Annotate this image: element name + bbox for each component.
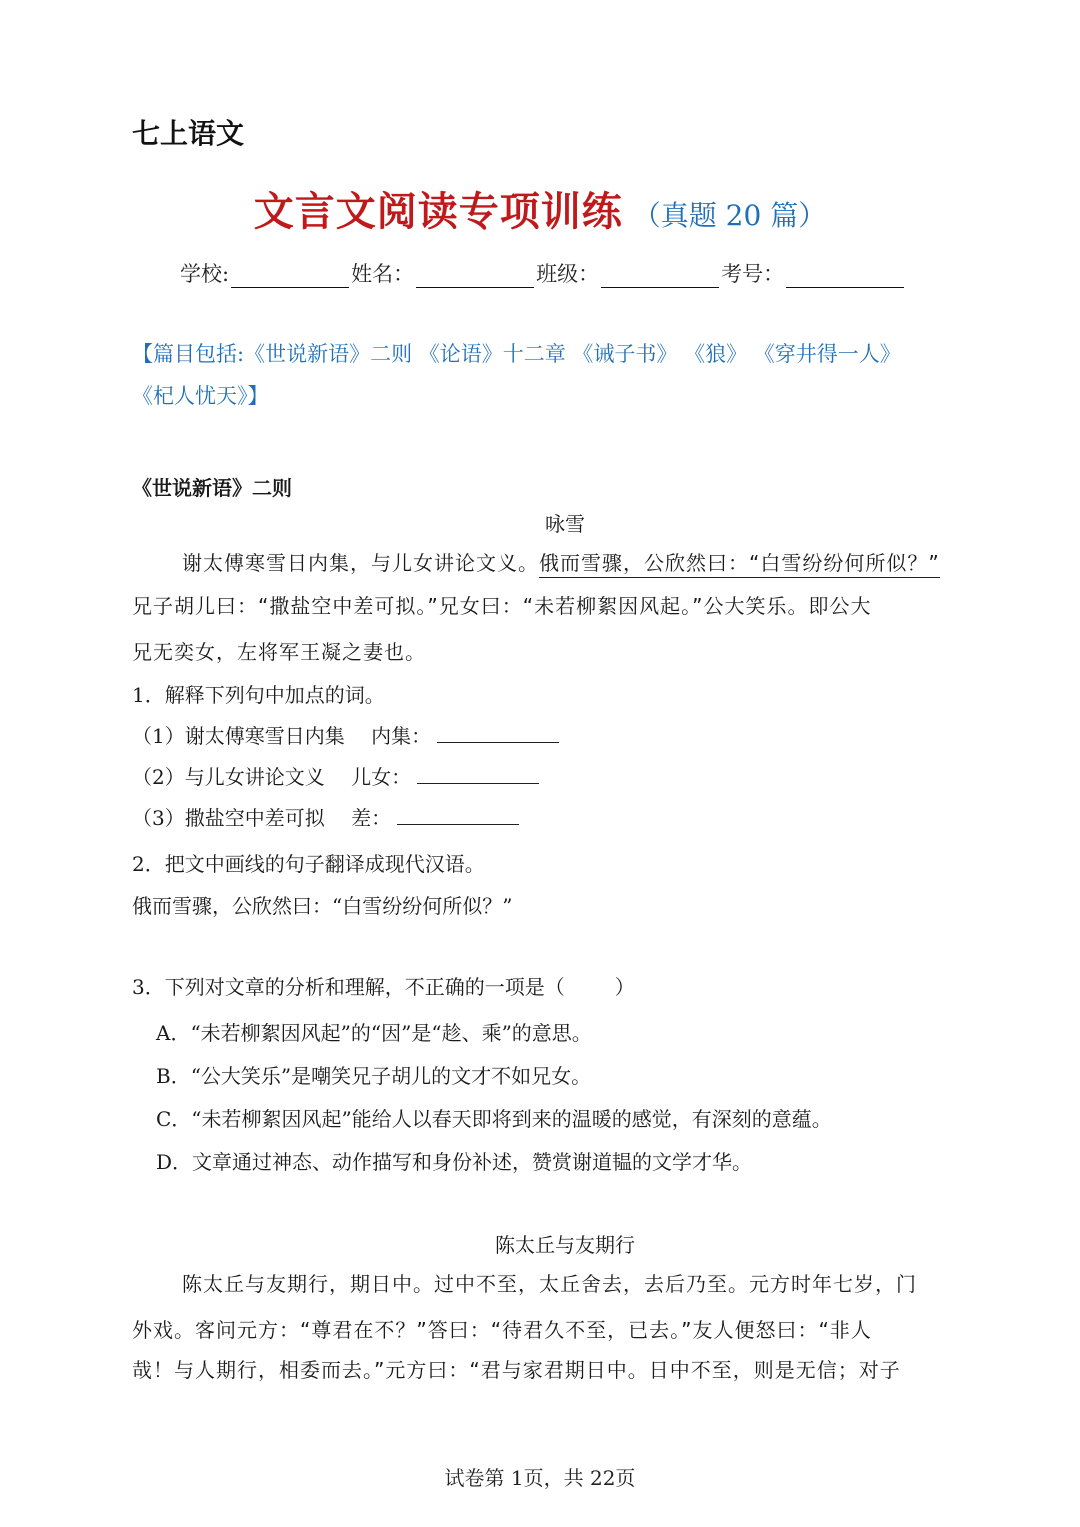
name-label: 姓名： [351, 262, 415, 286]
question-1-3 [132, 802, 519, 831]
passage-title-chentaiqiu: 陈太丘与友期行 [495, 1233, 635, 1257]
option-a: A．“未若柳絮因风起”的“因”是“趁、乘”的意思。 [156, 1021, 592, 1045]
name-field[interactable] [416, 265, 534, 288]
subject-label: 七上语文 [132, 117, 245, 150]
passage2-line-2: 外戏。客问元方：“尊君在不？”答曰：“待君久不至，已去。”友人便怒曰：“非人 [132, 1318, 872, 1342]
exam-number-label: 考号： [721, 262, 785, 286]
class-field[interactable] [601, 265, 719, 288]
scope-line-1: 【篇目包括:《世说新语》二则 《论语》十二章 《诫子书》 《狼》 《穿井得一人》 [132, 342, 901, 366]
q1-2-text: （2）与儿女讲论文义 儿女： [132, 765, 412, 789]
question-3 [132, 971, 635, 1000]
document-title [0, 180, 1080, 237]
answer-blank-1[interactable] [437, 724, 559, 743]
passage1-line-3: 兄无奕女，左将军王凝之妻也。 [132, 640, 426, 664]
class-label: 班级： [536, 262, 600, 286]
scope-line-2: 《杞人忧天》】 [132, 384, 269, 408]
answer-blank-3[interactable] [397, 806, 519, 825]
exam-number-field[interactable] [786, 265, 904, 288]
question-1-1 [132, 720, 559, 749]
passage2-line-3: 哉！与人期行，相委而去。”元方曰：“君与家君期日中。日中不至，则是无信；对子 [132, 1358, 901, 1382]
q1-3-text: （3）撒盐空中差可拟 差： [132, 806, 392, 830]
option-c: C．“未若柳絮因风起”能给人以春天即将到来的温暖的感觉，有深刻的意蕴。 [156, 1107, 832, 1131]
school-field[interactable] [231, 265, 349, 288]
option-d: D．文章通过神态、动作描写和身份补述，赞赏谢道韫的文学才华。 [156, 1150, 753, 1174]
q3-close: ） [614, 975, 635, 999]
question-1-2 [132, 761, 539, 790]
option-b: B．“公大笑乐”是嘲笑兄子胡儿的文才不如兄女。 [156, 1064, 592, 1088]
passage1-line-2: 兄子胡儿曰：“撒盐空中差可拟。”兄女曰：“未若柳絮因风起。”公大笑乐。即公大 [132, 594, 872, 618]
question-2-sentence: 俄而雪骤，公欣然曰：“白雪纷纷何所似？” [132, 894, 513, 918]
underlined-sentence: 俄而雪骤，公欣然曰：“白雪纷纷何所似？” [539, 551, 940, 578]
school-label: 学校: [180, 262, 230, 286]
passage-title-yongxue: 咏雪 [545, 512, 585, 536]
passage1-line-1a: 谢太傅寒雪日内集，与儿女讲论文义。 [182, 551, 539, 575]
q1-1-text: （1）谢太傅寒雪日内集 内集： [132, 724, 432, 748]
section-heading: 《世说新语》二则 [132, 476, 292, 500]
answer-blank-2[interactable] [417, 765, 539, 784]
question-1: 1．解释下列句中加点的词。 [132, 683, 385, 707]
student-info-row [180, 258, 906, 288]
page-footer: 试卷第 1页，共 22页 [444, 1466, 636, 1490]
q3-text: 3．下列对文章的分析和理解，不正确的一项是（ [132, 975, 565, 999]
passage1-line-1 [182, 547, 940, 576]
title-subtitle: （真题 20 篇） [632, 199, 827, 232]
passage2-line-1: 陈太丘与友期行，期日中。过中不至，太丘舍去，去后乃至。元方时年七岁，门 [182, 1272, 917, 1296]
question-2: 2．把文中画线的句子翻译成现代汉语。 [132, 852, 485, 876]
title-main: 文言文阅读专项训练 [253, 188, 623, 235]
